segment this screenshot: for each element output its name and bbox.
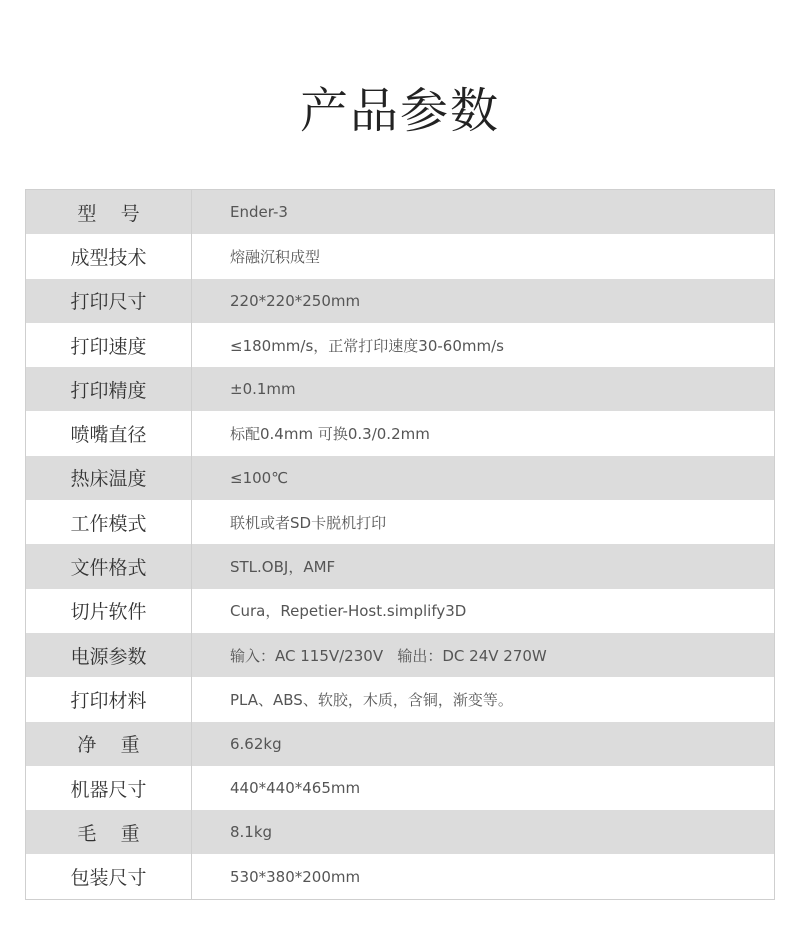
spec-label: 热床温度 <box>26 456 192 500</box>
spec-label: 打印速度 <box>26 323 192 367</box>
spec-row-work-mode <box>26 500 774 544</box>
spec-value: 8.1kg <box>230 823 273 842</box>
spec-table <box>25 189 775 900</box>
spec-label: 工作模式 <box>26 500 192 544</box>
spec-value: PLA、ABS、软胶，木质，含铜，渐变等。 <box>230 690 513 709</box>
spec-row-nozzle <box>26 411 774 455</box>
spec-row-precision <box>26 367 774 411</box>
spec-row-print-size <box>26 279 774 323</box>
spec-row-power <box>26 633 774 677</box>
spec-label: 喷嘴直径 <box>26 411 192 455</box>
spec-value: 熔融沉积成型 <box>230 247 321 266</box>
spec-value: ≤100℃ <box>230 468 289 487</box>
spec-label: 毛 重 <box>26 810 192 854</box>
spec-value: 联机或者SD卡脱机打印 <box>230 513 387 532</box>
spec-value: ±0.1mm <box>230 380 296 399</box>
spec-row-gross-weight <box>26 810 774 854</box>
spec-value: Cura，Repetier-Host.simplify3D <box>230 602 467 621</box>
spec-row-print-speed <box>26 323 774 367</box>
spec-row-technology <box>26 234 774 278</box>
spec-label: 打印材料 <box>26 677 192 721</box>
spec-label: 包装尺寸 <box>26 854 192 898</box>
spec-value: 440*440*465mm <box>230 779 361 797</box>
spec-label: 文件格式 <box>26 544 192 588</box>
spec-value: STL.OBJ，AMF <box>230 558 336 577</box>
spec-row-bed-temp <box>26 456 774 500</box>
spec-row-package-size <box>26 854 774 898</box>
spec-label: 净 重 <box>26 722 192 766</box>
spec-value: 6.62kg <box>230 734 282 753</box>
spec-row-net-weight <box>26 722 774 766</box>
spec-value: 标配0.4mm 可换0.3/0.2mm <box>230 425 430 444</box>
spec-row-materials <box>26 677 774 721</box>
spec-label: 型 号 <box>26 190 192 234</box>
spec-row-slicer <box>26 589 774 633</box>
spec-value: 530*380*200mm <box>230 867 361 886</box>
spec-value: 输入：AC 115V/230V 输出：DC 24V 270W <box>230 646 547 665</box>
spec-label: 电源参数 <box>26 633 192 677</box>
spec-value: ≤180mm/s，正常打印速度30-60mm/s <box>230 336 504 355</box>
spec-value: Ender-3 <box>230 203 288 222</box>
spec-label: 成型技术 <box>26 234 192 278</box>
spec-label: 切片软件 <box>26 589 192 633</box>
spec-row-file-format <box>26 544 774 588</box>
spec-label: 打印尺寸 <box>26 279 192 323</box>
spec-label: 打印精度 <box>26 367 192 411</box>
page-title: 产品参数 <box>299 83 500 139</box>
spec-row-machine-size <box>26 766 774 810</box>
spec-label: 机器尺寸 <box>26 766 192 810</box>
spec-row-model <box>26 190 774 234</box>
spec-value: 220*220*250mm <box>230 291 361 310</box>
